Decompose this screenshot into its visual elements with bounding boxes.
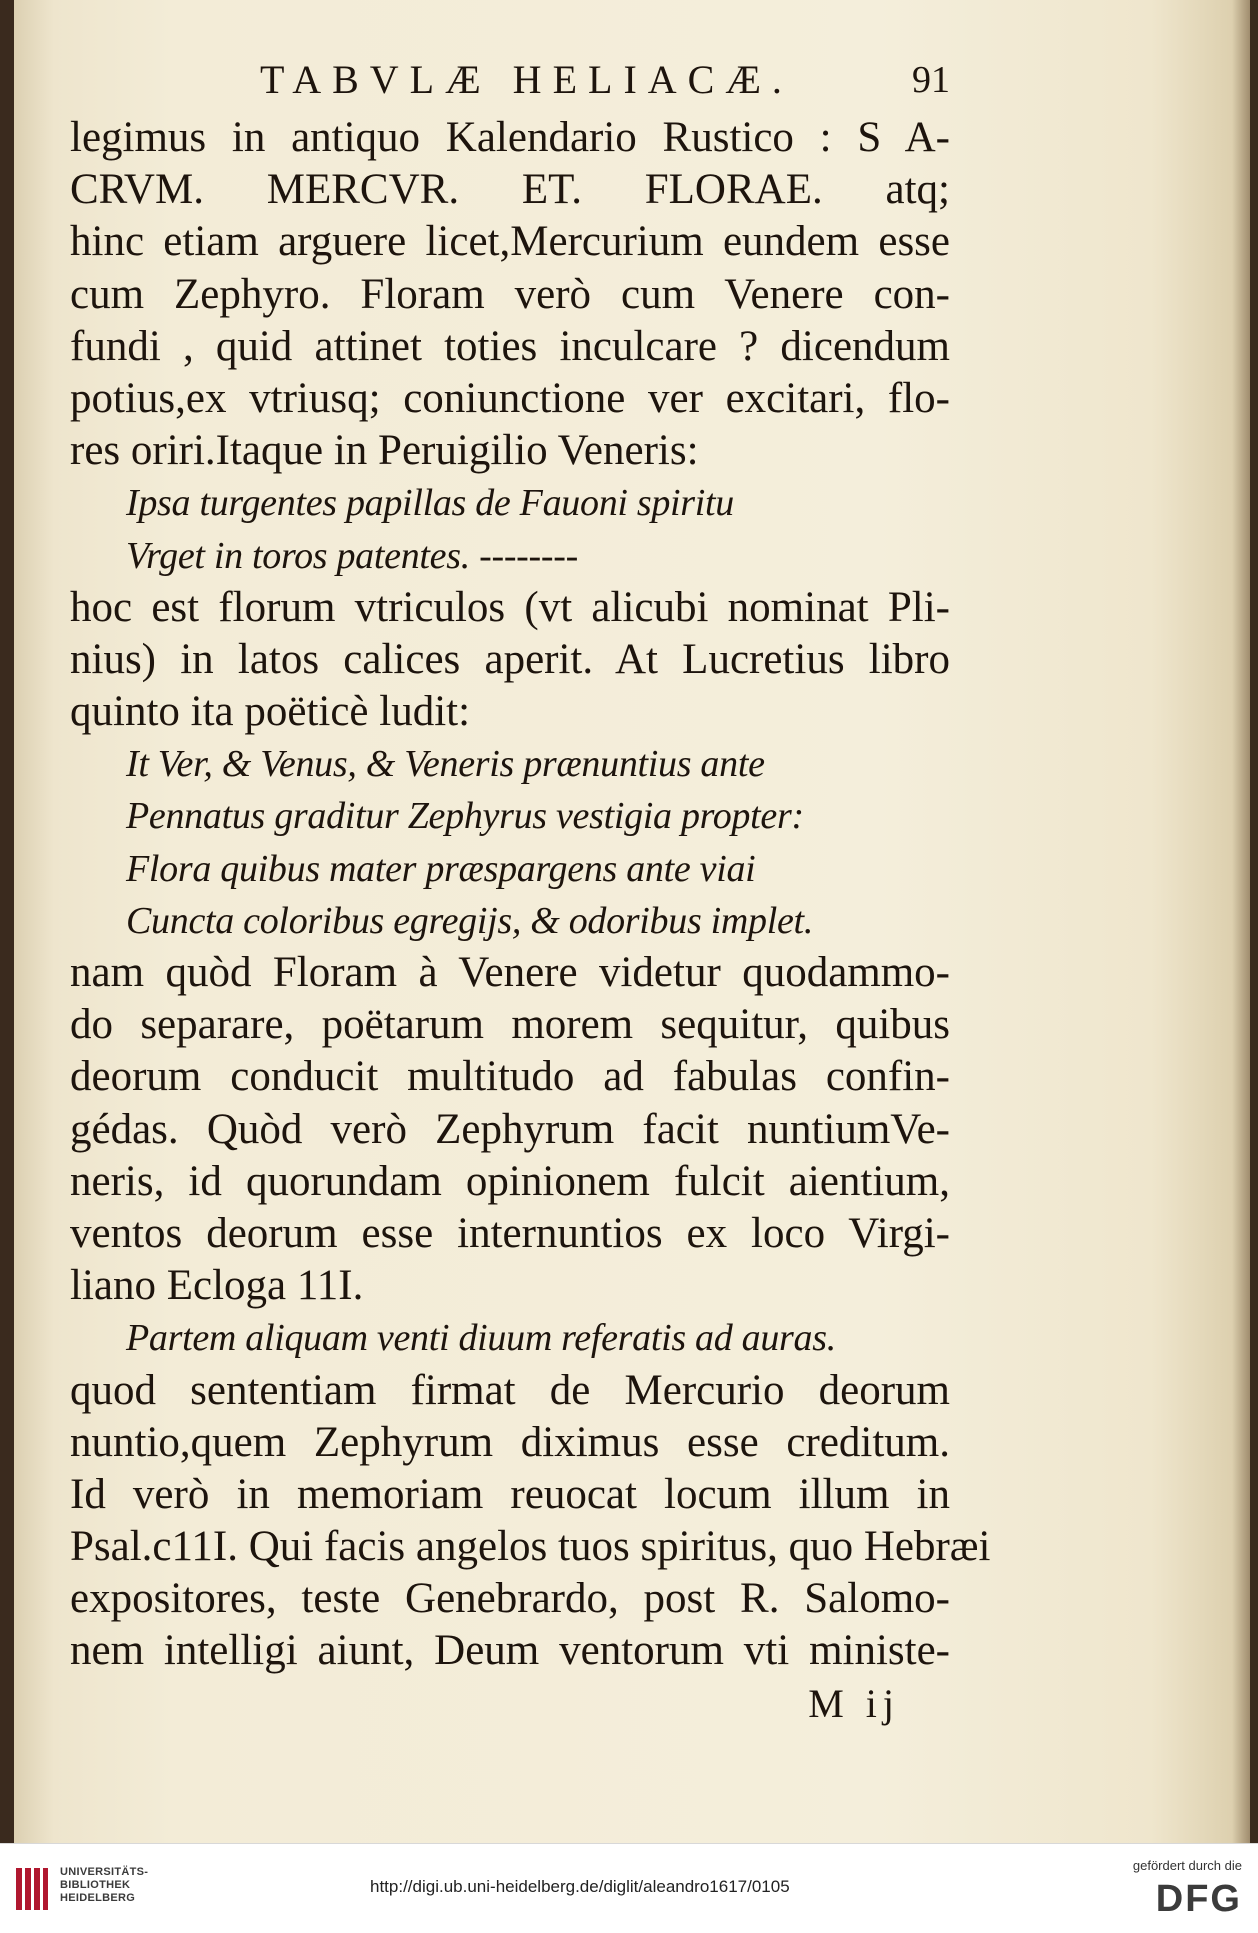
verse-line: Vrget in toros patentes. -------- (126, 534, 578, 577)
university-library-name: UNIVERSITÄTS- BIBLIOTHEK HEIDELBERG (60, 1866, 149, 1904)
text-line: deorum conducit multitudo ad fabulas confin- (70, 1053, 950, 1101)
text-line: fundi , quid attinet toties inculcare ? dicendum (70, 322, 950, 370)
verse-line: Flora quibus mater præspargens ante viai (126, 847, 756, 890)
text-line: quod sententiam firmat de Mercurio deorum (70, 1366, 950, 1414)
text-line: nuntio,quem Zephyrum diximus esse creditum. (70, 1418, 950, 1466)
university-library-logo-icon (14, 1866, 50, 1912)
text-line: nam quòd Floram à Venere videtur quodammo- (70, 949, 950, 996)
text-line: CRVM. MERCVR. ET. FLORAE. atq; (70, 166, 950, 214)
text-line: neris, id quorundam opinionem fulcit aientium, (70, 1157, 950, 1205)
verse-line: Cuncta coloribus egregijs, & odoribus implet. (126, 899, 814, 942)
verse-line: Partem aliquam venti diuum referatis ad auras. (126, 1317, 836, 1360)
text-line: potius,ex vtriusq; coniunctione ver excitari, flo- (70, 374, 950, 422)
verse-line: Ipsa turgentes papillas de Fauoni spiritu (126, 482, 735, 525)
signature-mark: M ij (808, 1680, 900, 1726)
text-line: hoc est florum vtriculos (vt alicubi nominat Pli- (70, 583, 950, 631)
text-line: liano Ecloga 11I. (70, 1262, 364, 1310)
catchword-row (70, 1678, 950, 1734)
dfg-logo: DFG (1155, 1878, 1242, 1920)
text-line: ventos deorum esse internuntios ex loco Virgi- (70, 1209, 950, 1257)
folio-number: 91 (912, 59, 950, 101)
paper-sheet (14, 0, 1250, 1843)
verse-line: It Ver, & Venus, & Veneris prænuntius ante (126, 743, 765, 786)
text-line: res oriri.Itaque in Peruigilio Veneris: (70, 427, 699, 475)
text-line: do separare, poëtarum morem sequitur, quibus (70, 1001, 950, 1049)
text-line: cum Zephyro. Floram verò cum Venere con- (70, 270, 950, 318)
text-line: gédas. Quòd verò Zephyrum facit nuntiumVe- (70, 1105, 950, 1153)
verse-line: Pennatus graditur Zephyrus vestigia propter: (126, 795, 804, 838)
text-line: hinc etiam arguere licet,Mercurium eundem esse (70, 218, 950, 266)
funder-caption: gefördert durch die (1132, 1858, 1242, 1873)
text-line: legimus in antiquo Kalendario Rustico : S A- (70, 114, 950, 161)
permalink-url[interactable]: http://digi.ub.uni-heidelberg.de/diglit/aleandro1617/0105 (370, 1877, 790, 1896)
text-line: nius) in latos calices aperit. At Lucretius libro (70, 635, 950, 683)
viewer-footer (0, 1843, 1258, 1933)
text-line: quinto ita poëticè ludit: (70, 688, 471, 736)
text-line: Id verò in memoriam reuocat locum illum in (70, 1470, 950, 1518)
text-line: expositores, teste Genebrardo, post R. Salomo- (70, 1575, 950, 1623)
text-block (70, 52, 991, 1734)
running-head (70, 52, 950, 112)
text-line: Psal.c11I. Qui facis angelos tuos spiritus, quo Hebræi (70, 1523, 991, 1571)
text-line: nem intelligi aiunt, Deum ventorum vti ministe- (70, 1627, 950, 1675)
running-title: TABVLÆ HELIACÆ. (260, 57, 793, 102)
